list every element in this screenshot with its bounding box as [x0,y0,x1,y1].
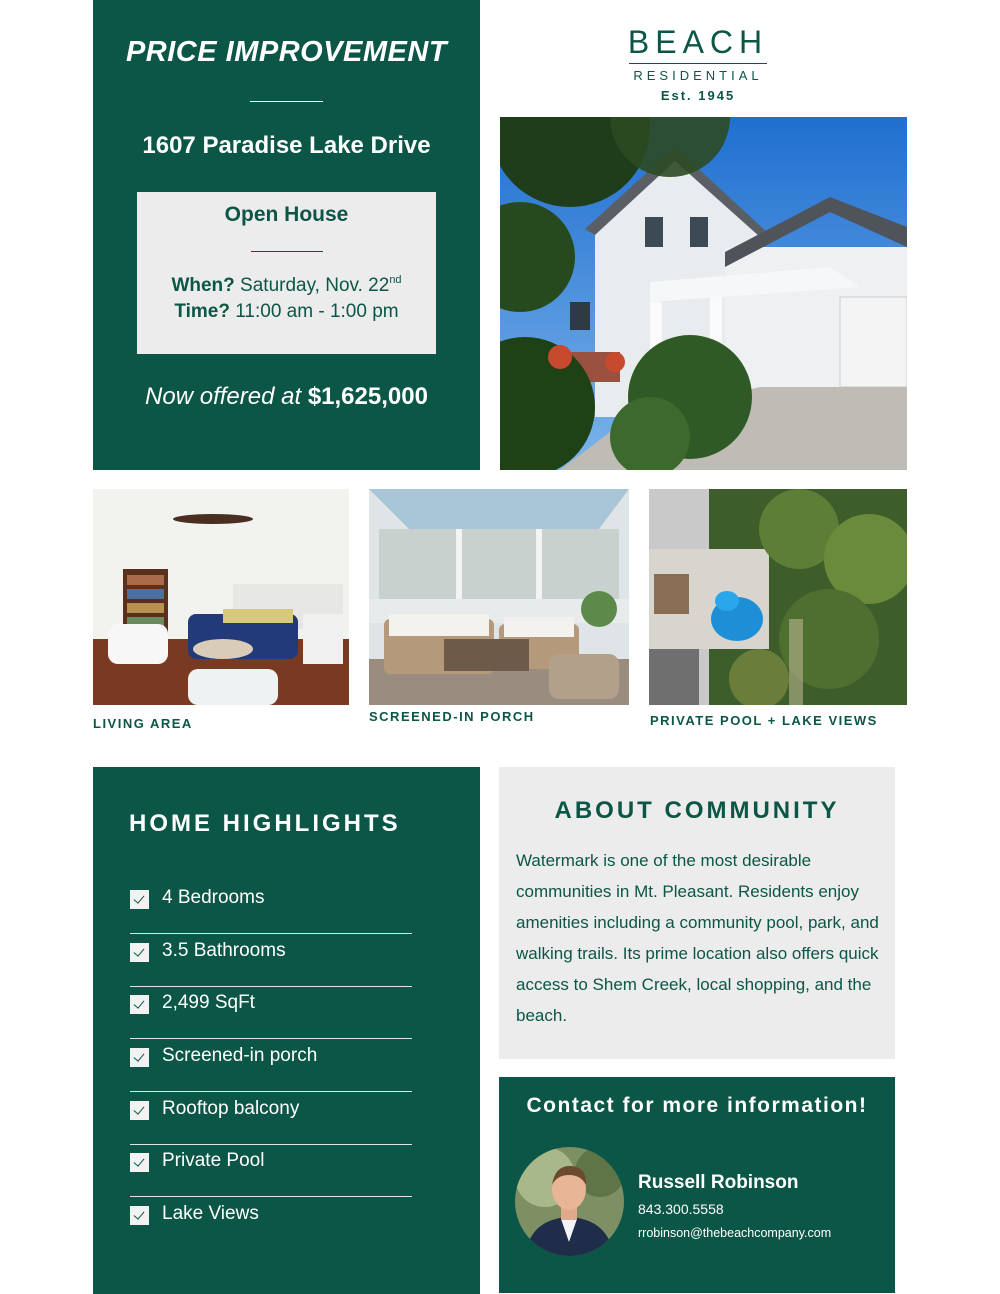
time-label: Time? [174,301,230,322]
highlight-item [130,1143,412,1183]
highlight-item [130,880,412,920]
highlight-item [130,1091,412,1131]
highlight-item [130,1038,412,1078]
open-house-time [137,301,436,323]
highlight-label: 2,499 SqFt [162,992,255,1013]
brand-logo [600,24,796,103]
pool-aerial-photo [649,489,907,705]
divider [250,101,323,102]
checkbox-icon [130,1153,149,1172]
divider [251,251,323,252]
highlight-label: Rooftop balcony [162,1098,300,1119]
about-community-panel [499,767,895,1059]
highlight-item [130,933,412,973]
promo-panel [93,0,480,470]
headline: PRICE IMPROVEMENT [125,36,448,68]
price-prefix: Now offered at [145,383,302,410]
logo-sub: RESIDENTIAL [633,68,763,83]
when-label: When? [171,275,235,296]
price-line [93,383,480,411]
checkbox-icon [130,1101,149,1120]
about-text: Watermark is one of the most desirable communities in Mt. Pleasant. Residents enjoy amenities including a community pool, park, and walking trails. Its prime location also offers quick access to Shem Creek, local shopping, and the beach. [516,851,879,1025]
price-value: $1,625,000 [307,383,428,410]
contact-title: Contact for more information! [526,1094,868,1117]
home-highlights-panel [93,767,480,1294]
open-house-when [137,274,436,297]
caption-pool-lake: PRIVATE POOL + LAKE VIEWS [650,713,878,728]
highlight-label: Private Pool [162,1150,265,1171]
logo-rule [629,63,767,64]
checkbox-icon [130,995,149,1014]
caption-screened-porch: SCREENED-IN PORCH [369,709,535,724]
house-exterior-photo [500,117,907,470]
checkbox-icon [130,943,149,962]
living-area-photo [93,489,349,705]
logo-name: BEACH [627,24,769,60]
agent-avatar [515,1147,624,1256]
highlights-title: HOME HIGHLIGHTS [129,810,401,837]
open-house-box [137,192,436,354]
screened-porch-photo [369,489,629,705]
agent-phone[interactable]: 843.300.5558 [638,1201,724,1217]
highlight-item [130,1196,412,1236]
property-address: 1607 Paradise Lake Drive [142,132,431,159]
checkbox-icon [130,1206,149,1225]
when-suffix: nd [389,274,402,286]
checkbox-icon [130,890,149,909]
highlight-label: Screened-in porch [162,1045,318,1066]
contact-panel [499,1077,895,1293]
time-value: 11:00 am - 1:00 pm [235,301,399,322]
highlight-label: 4 Bedrooms [162,887,265,908]
agent-name: Russell Robinson [638,1172,799,1193]
highlight-label: 3.5 Bathrooms [162,940,286,961]
highlight-label: Lake Views [162,1203,259,1224]
when-value: Saturday, Nov. 22 [240,275,390,296]
about-title: ABOUT COMMUNITY [554,797,840,824]
checkbox-icon [130,1048,149,1067]
agent-email[interactable]: rrobinson@thebeachcompany.com [638,1226,832,1240]
highlight-item [130,985,412,1025]
logo-est: Est. 1945 [660,88,736,103]
caption-living-area: LIVING AREA [93,716,193,731]
open-house-title: Open House [224,203,349,226]
